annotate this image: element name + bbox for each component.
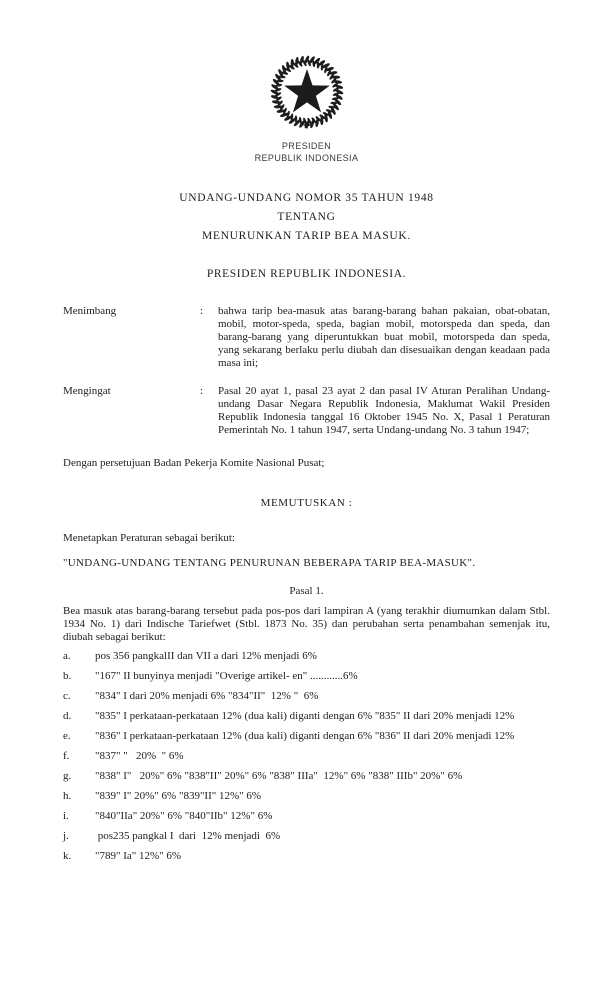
star-wreath-logo-icon [267, 52, 347, 132]
law-subject-title: MENURUNKAN TARIP BEA MASUK. [201, 230, 412, 242]
list-item-text: "834" I dari 20% menjadi 6% "834"II" 12% " 6% [95, 690, 319, 702]
list-item-text: "789" Ia" 12%" 6% [95, 850, 182, 862]
list-item [63, 650, 550, 663]
list-item [63, 710, 550, 723]
menimbang-colon: : [200, 305, 204, 317]
pasal-1-heading: Pasal 1. [289, 585, 324, 597]
list-item-label: i. [63, 810, 69, 822]
menimbang-label: Menimbang [63, 305, 117, 317]
mengingat-colon: : [200, 385, 204, 397]
list-item [63, 770, 550, 783]
list-item-label: a. [63, 650, 71, 662]
agency-header [63, 140, 550, 164]
list-item-label: b. [63, 670, 72, 682]
agency-line-presiden: PRESIDEN [281, 141, 332, 151]
agency-line-republik: REPUBLIK INDONESIA [254, 153, 359, 163]
menetapkan-line: Menetapkan Peraturan sebagai berikut: [63, 532, 235, 544]
list-item-label: e. [63, 730, 71, 742]
list-item-label: j. [63, 830, 69, 842]
list-item-text: "837" " 20% " 6% [95, 750, 184, 762]
mengingat-row [63, 385, 550, 437]
quoted-law-title: "UNDANG-UNDANG TENTANG PENURUNAN BEBERAPA TARIP BEA-MASUK". [63, 557, 476, 569]
presidential-seal [267, 52, 347, 132]
list-item [63, 850, 550, 863]
tentang-label: TENTANG [277, 211, 336, 223]
law-number-title: UNDANG-UNDANG NOMOR 35 TAHUN 1948 [179, 192, 434, 204]
list-item-label: f. [63, 750, 70, 762]
list-item [63, 810, 550, 823]
list-item-text: "840"IIa" 20%" 6% "840"IIb" 12%" 6% [95, 810, 273, 822]
list-item-text: "836" I perkataan-perkataan 12% (dua kali) diganti dengan 6% "836" II dari 20% menjadi 12% [95, 730, 515, 742]
mengingat-text: Pasal 20 ayat 1, pasal 23 ayat 2 dan pasal IV Aturan Peralihan Undang-undang Dasar Negara Republik Indonesia, Maklumat Wakil Presiden Republik Indonesia tanggal 16 Oktober 1945 No. X, Pasal 1 Peraturan Pemerintah No. 1 tahun 1947, serta Undang-undang No. 3 tahun 1947; [218, 385, 550, 436]
title-block [63, 192, 550, 243]
list-item [63, 730, 550, 743]
list-item-label: h. [63, 790, 72, 802]
list-item [63, 790, 550, 803]
pasal-1-intro: Bea masuk atas barang-barang tersebut pada pos-pos dari lampiran A (yang terakhir diumumkan dalam Stbl. 1934 No. 1) dari Indische Tariefwet (Stbl. 1873 No. 35) dan perubahan serta penambahan semenjak itu, diubah sebagai berikut: [63, 605, 550, 643]
list-item [63, 690, 550, 703]
menimbang-row [63, 305, 550, 370]
list-item [63, 750, 550, 763]
list-item-label: c. [63, 690, 71, 702]
list-item-text: "838" I" 20%" 6% "838"II" 20%" 6% "838" IIIa" 12%" 6% "838" IIIb" 20%" 6% [95, 770, 463, 782]
list-item-label: g. [63, 770, 72, 782]
list-item-text: pos235 pangkal I dari 12% menjadi 6% [95, 830, 281, 842]
list-item-text: "167" II bunyinya menjadi "Overige artikel- en" ............6% [95, 670, 358, 682]
list-item [63, 670, 550, 683]
list-item-text: "835" I perkataan-perkataan 12% (dua kali) diganti dengan 6% "835" II dari 20% menjadi 12% [95, 710, 515, 722]
list-item-text: "839" I" 20%" 6% "839"II" 12%" 6% [95, 790, 262, 802]
tariff-change-list [63, 650, 550, 863]
agreement-line: Dengan persetujuan Badan Pekerja Komite Nasional Pusat; [63, 457, 325, 469]
list-item-text: pos 356 pangkalII dan VII a dari 12% menjadi 6% [95, 650, 317, 662]
star-icon [284, 69, 330, 112]
list-item [63, 830, 550, 843]
list-item-label: k. [63, 850, 72, 862]
mengingat-label: Mengingat [63, 385, 111, 397]
menimbang-text: bahwa tarip bea-masuk atas barang-barang bahan pakaian, obat-obatan, mobil, motor-speda, speda, bagian mobil, motorspeda dan speda, dan barang-barang yang diperuntukkan buat mobil, motorspeda dan speda, yang sekarang berlaku perlu diubah dan disesuaikan dengan keadaan pada masa ini; [218, 305, 550, 369]
issuer-heading: PRESIDEN REPUBLIK INDONESIA. [206, 268, 407, 280]
memutuskan-heading: MEMUTUSKAN : [260, 497, 353, 509]
list-item-label: d. [63, 710, 72, 722]
